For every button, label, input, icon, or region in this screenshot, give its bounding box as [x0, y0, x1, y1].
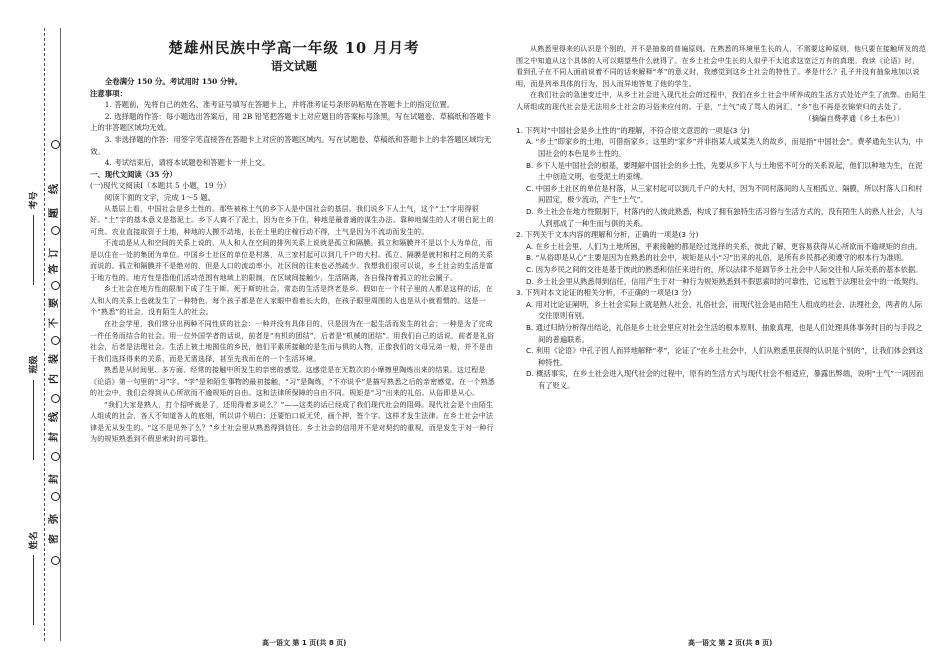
reading-instruction: 阅读下面的文字，完成 1～5 题。: [104, 192, 215, 202]
binding-solid-line: [60, 28, 61, 641]
binding-mark: 封: [49, 474, 60, 484]
option-d: D. 乡土社会里从熟悉得到信任，信用产生于对一种行为规矩熟悉到不假思索时的可靠性，它远胜于法理社会中的一纸契约。: [526, 276, 923, 286]
binding-hole: [51, 226, 60, 235]
question-stem: 2. 下列关于文本内容的理解和分析，正确的一项是(3 分): [516, 230, 699, 240]
exam-subtitle: 语文试题: [271, 59, 317, 73]
reading-passage-continued: [516, 44, 926, 113]
binding-hole: [51, 336, 60, 345]
page-1-column: [90, 40, 498, 446]
binding-mark: 要: [49, 298, 60, 308]
page-footer-left: 高一语文 第 1 页(共 8 页): [262, 639, 347, 647]
note-item: 2. 选择题的作答：每小题选出答案后，用 2B 铅笔把答题卡上对应题目的答案标号涂黑，写在试题卷、草稿纸和答题卡上的非答题区域均无效。: [90, 111, 492, 133]
passage-source: （摘编自费孝通《乡土本色》）: [804, 114, 904, 124]
class-line: [33, 380, 34, 460]
binding-dashed-line: [44, 28, 45, 641]
option-c: C. 因为乡民之间的交往是基于彼此的熟悉和信任来进行的，所以法律不是调节乡土社会中人际交往和人际关系的基本依据。: [526, 265, 923, 274]
binding-mark: 线: [49, 184, 60, 194]
exam-number-label: 考号: [29, 191, 40, 210]
binding-mark: 内: [49, 374, 60, 384]
binding-hole: [51, 140, 60, 149]
binding-hole: [51, 492, 60, 501]
binding-mark: 答: [49, 264, 60, 274]
section-title: 一、现代文阅读（35 分）: [90, 169, 177, 179]
passage-paragraph: 乡土社会在地方性的限制下成了生于斯、死于斯的社会。常态的生活是终老是乡。假如在一个村子里的人都是这样的话，在人和人的关系上也就发生了一种特色，每个孩子都是在人家眼中看着长大的，在孩子眼里周围的人也是从小就看惯的。这是一个“熟悉”的社会，没有陌生人的社会。: [90, 285, 493, 317]
binding-mark: 题: [49, 208, 60, 218]
question-stem: 3. 下列对本文论证的相关分析，不正确的一项是(3 分): [516, 288, 692, 298]
binding-mark: 封: [49, 432, 60, 442]
note-item: 1. 答题前，先将自己的姓名、准考证号填写在答题卡上，并将准考证号条形码粘贴在答题卡上的指定位置。: [104, 100, 455, 110]
class-label: 班级: [29, 355, 40, 374]
option-c: C. 利用《论语》中孔子因人而异地解释“孝”，论证了“在乡土社会中，人们从熟悉里获得的认识是个别的”，让我们体会到这种特性。: [526, 346, 923, 367]
reading-passage: [90, 204, 498, 446]
note-item: 3. 非选择题的作答：用签字笔直接答在答题卡上对应的答题区域内。写在试题卷、草稿纸和答题卡上的非答题区域均无效。: [90, 134, 492, 156]
binding-mark: 弥: [49, 514, 60, 524]
question-3: [516, 287, 926, 391]
passage-paragraph: 从基层上看，中国社会是乡土性的。那些被称土气的乡下人是中国社会的基层。我们说乡下人土气，这个“土”字用得很好。“土”字的基本意义是指泥土。乡下人离不了泥土，因为在乡下住，种地是最普通的谋生办法。靠种地谋生的人才明白泥土的可贵。农业直接取资于土地，种地的人搬不动地，长在土里的庄稼行动不得，土气是因为不流动而发生的。: [90, 204, 494, 236]
passage-paragraph: 不流动是从人和空间的关系上说的，从人和人在空间的排列关系上说就是孤立和隔膜。孤立和隔膜并不是以个人为单位，而是以住在一处的集团为单位。中国乡土社区的单位是村落，从三家村起可以到几千户的大村。孤立、隔膜是就村和村之间的关系而说的。孤立和隔膜并不是绝对的，但是人口的流动率小，社区间的往来也必然疏少。我想我们很可以说，乡土社会的生活是富于地方性的。地方性是指他们活动范围有地域上的限制，在区域间接触少，生活隔离，各自保持着孤立的社会圈子。: [90, 239, 494, 282]
option-a: A. “乡土”即家乡的土地，可借指家乡；这里的“家乡”并非指某人或某类人的故乡，而是指“中国社会”。费孝通先生认为，中国社会的本色是乡土性的。: [526, 137, 924, 159]
binding-hole: [51, 281, 60, 290]
question-2: [516, 229, 926, 287]
option-a: A. 用对比论证阐明，乡土社会实际上就是熟人社会、礼俗社会，而现代社会是由陌生人组成的社会、法理社会，两者的人际交往原则有别。: [526, 299, 923, 321]
option-a: A. 在乡土社会里，人们为土地所困，平素接触的都是经过选择的关系，彼此了解，更容易获得从心所欲而不逾规矩的自由。: [526, 241, 923, 251]
passage-paragraph: 从熟悉里得来的认识是个别的，并不是抽象的普遍原则。在熟悉的环境里生长的人，不需要这种原则，他只要在接触所及的范围之中知道从这个具体的人可以期望些什么就得了。在乡土社会中生长的人似乎不太追求这宽泛万有的真理。我读《论语》时，看到孔子在不同人面前说着不同的话来解释“孝”的意义时，我感觉到这乡土社会的特性了。孝是什么？孔子并没有抽象地加以说明，而是列举具体的行为，因人而异地答复了他的学生。: [516, 45, 926, 88]
notes-heading: 注意事项：: [90, 88, 127, 98]
binding-mark: 装: [49, 354, 60, 364]
option-b: B. “从俗即是从心”主要是因为在熟悉的社会中，规矩是从小“习”出来的礼俗，是所有乡民都必须遵守的根本行为准则。: [526, 253, 909, 263]
question-1: [516, 125, 926, 229]
exam-title: 楚雄州民族中学高一年级 10 月月考: [168, 40, 420, 57]
binding-hole: [51, 556, 60, 565]
binding-mark: 不: [49, 318, 60, 328]
subsection-title: (一)现代文阅读Ⅰ（本题共 5 小题，19 分）: [90, 181, 231, 191]
option-c: C. 中国乡土社区的单位是村落，从三家村起可以到几千户的大村，因为不同村落间的人互相孤立、隔膜，所以村落人口和村间固定，极少流动，产生“土气”。: [526, 183, 923, 205]
name-line: [33, 555, 34, 625]
binding-mark: 线: [49, 412, 60, 422]
option-b: B. 通过归纳分析得出结论，礼俗是乡土社会里应对社会生活的根本原则、抽象真理，也是人们处理具体事务时目的与手段之间的普遍联系。: [526, 322, 923, 344]
exam-number-line: [33, 215, 34, 285]
option-d: D. 乡土社会在地方性限制下，村落内的人彼此熟悉，构成了拥有独特生活习俗与生活方式的，没有陌生人的熟人社会，人与人到那成了一种生而与俱的关系。: [526, 207, 923, 228]
note-item: 4. 考试结束后，请将本试题卷和答题卡一并上交。: [104, 158, 270, 168]
question-stem: 1. 下列对“中国社会是乡土性的”的理解，不符合原文意思的一项是(3 分): [516, 125, 750, 135]
binding-strip: [0, 0, 72, 659]
page-footer-right: 高一语文 第 2 页(共 8 页): [688, 639, 773, 647]
name-label: 姓名: [29, 531, 40, 550]
binding-mark: 密: [49, 534, 60, 544]
option-d: D. 概括事实，在乡土社会进入现代社会的过程中，原有的生活方式与现代社会不相适应，暴露出弊端，说明“土气”一词因而有了贬义。: [526, 369, 924, 390]
passage-paragraph: 在我们社会的急速变迁中，从乡土社会进入现代社会的过程中，我们在乡土社会中所养成的生活方式处处产生了流弊。由陌生人所组成的现代社会是无法用乡土社会的习俗来应付的。于是，“土气”成了骂人的词汇，“乡”也不再是衣锦荣归的去处了。: [516, 91, 926, 111]
binding-hole: [51, 394, 60, 403]
binding-hole: [51, 452, 60, 461]
binding-mark: 订: [49, 248, 60, 258]
score-line: 全卷满分 150 分。考试用时 150 分钟。: [104, 77, 243, 86]
passage-paragraph: “我们大家是熟人，打个招呼就是了，还用得着多说么？”——这类的话已经成了我们现代社会的阻碍。现代社会是个由陌生人组成的社会，各人不知道各人的底细，所以讲个明白；还要怕口说无凭，画个押，签个字。这样才发生法律。在乡土社会中法律是无从发生的。“这不是见外了么？”乡土社会里从熟悉得到信任。乡土社会的信用并不是对契约的重视，而是发生于对一种行为的规矩熟悉到不假思索时的可靠性。: [90, 400, 494, 444]
page-2-column: [516, 44, 926, 392]
passage-paragraph: 熟悉是从时间里、多方面、经常的接触中所发生的亲密的感觉。这感觉是在无数次的小摩擦里陶炼出来的结果。这过程是《论语》第一句里的“习”字。“学”是和陌生事物的最初接触，“习”是陶炼，“不亦说乎”是描写熟悉之后的亲密感觉。在一个熟悉的社会中，我们会得到从心所欲而不逾规矩的自由。这和法律所保障的自由不同。规矩是“习”出来的礼俗。从俗即是从心。: [90, 366, 496, 398]
passage-paragraph: 在社会学里，我们常分出两种不同性质的社会：一种并没有具体目的，只是因为在一起生活而发生的社会；一种是为了完成一件任务而结合的社会。用一位外国学者的话说，前者是“有机的团结”，后者是“机械的团结”。用我们自己的话说，前者是礼俗社会，后者是法理社会。生活上被土地囿住的乡民，他们平素所接触的是生而与俱的人物，正像我们的父母兄弟一般，并不是由于我们选择得来的关系，而是无需选择，甚至先我而在的一个生活环境。: [90, 320, 495, 363]
option-b: B. 乡下人是中国社会的根基，要理解中国社会的乡土性，先要从乡下人与土地密不可分的关系说起，他们以种地为生，在泥土中创造文明，也受泥土的束缚。: [526, 160, 923, 182]
